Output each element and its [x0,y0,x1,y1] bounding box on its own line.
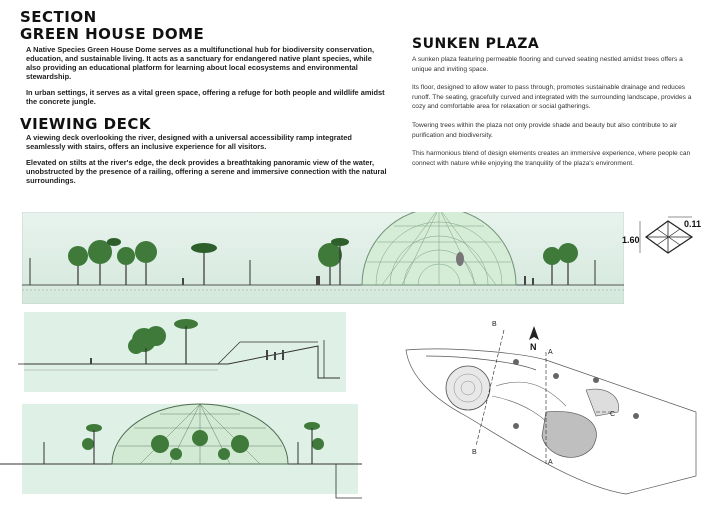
plaza-title: SUNKEN PLAZA [412,36,540,52]
plaza-paragraph-2: Its floor, designed to allow water to pass through, promotes sustainable drainage and reduces runoff. The seating, gracefully curved and integrated with the surrounding landscape, provides a cozy and comfortable area for relaxation or social gatherings. [412,84,692,111]
dome-cross-section-drawing [0,402,362,502]
dim-height-label: 1.60 [622,235,640,245]
section-mark-b-top: B [492,321,497,328]
section-mark-c: C [610,411,616,418]
deck-paragraph-1: A viewing deck overlooking the river, designed with a universal accessibility ramp integrated seamlessly with stairs, offers an inclusive experience for all visitors. [26,133,352,151]
dome-title: GREEN HOUSE DOME [20,25,205,43]
north-arrow [529,326,539,352]
frame-detail-drawing [622,213,714,265]
dome-paragraph-2: In urban settings, it serves as a vital green space, offering a refuge for both people and wildlife amidst the concrete jungle. [26,88,385,106]
site-plan-drawing [396,316,716,504]
section-mark-a-top: A [548,349,553,356]
plaza-paragraph-1: A sunken plaza featuring permeable flooring and curved seating nestled amidst trees offers a unique and inviting space. [412,56,683,73]
plaza-paragraph-4: This harmonious blend of design elements creates an immersive experience, where people can connect with nature while enjoying the tranquility of the plaza's environment. [412,150,691,167]
deck-title: VIEWING DECK [20,115,151,133]
plan-dome [446,366,490,410]
dome-description [26,45,388,113]
dim-width-label: 0.11 [684,219,702,229]
north-label: N [530,342,537,352]
plaza-paragraph-3: Towering trees within the plaza not only provide shade and beauty but also contribute to air purification and biodiversity. [412,121,678,139]
deck-description [26,133,388,192]
section-mark-b-bottom: B [472,449,477,456]
section-heading: SECTION [20,8,97,26]
deck-paragraph-2: Elevated on stilts at the river's edge, the deck provides a breathtaking panoramic view of the water, unobstructed by the presence of a railing, offering a serene and immersive connection with the natural surroundings. [26,158,387,185]
dome-section-drawing [22,212,624,304]
sunken-plaza-plan [542,389,619,457]
dome-paragraph-1: A Native Species Green House Dome serves as a multifunctional hub for biodiversity conservation, education, and sustainable living. It acts as a sanctuary for endangered native plant species, while also providing an educational platform for learning about local ecosystems and environmental stewardship. [26,45,375,81]
section-mark-a-bottom: A [548,459,553,466]
deck-section-drawing [18,310,346,392]
plaza-description [412,55,704,177]
